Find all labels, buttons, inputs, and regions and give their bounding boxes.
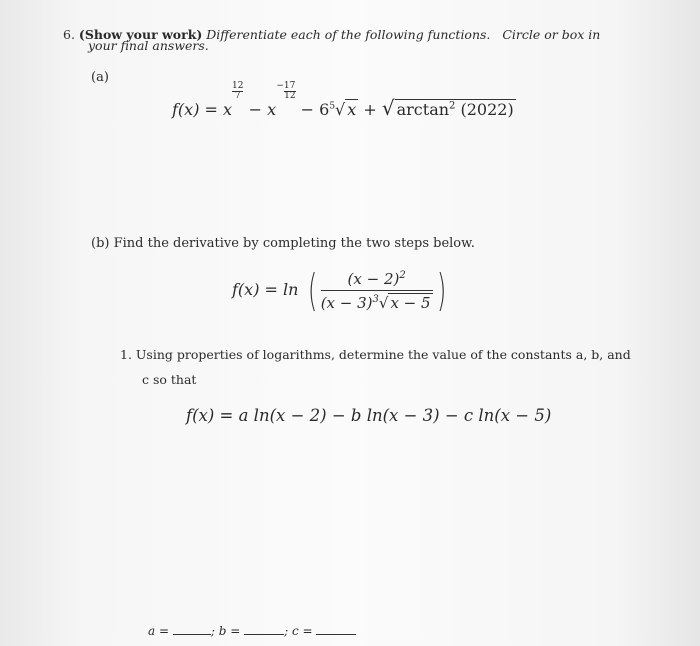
exp2-num: 17 [283, 81, 296, 91]
arctan-expression [395, 99, 516, 119]
log-fraction [321, 270, 433, 312]
problem-number: 6. [63, 27, 75, 42]
part-b-lhs: f(x) = ln [232, 280, 299, 299]
plus-sign: + [358, 100, 382, 119]
c-blank[interactable] [316, 626, 356, 635]
note-line-1: Circle or box in [502, 27, 601, 42]
answer-blanks [148, 624, 356, 638]
exp1-den: 7 [232, 91, 243, 101]
arctan-power: 2 [449, 100, 456, 112]
denominator-root-sign: √ [378, 293, 389, 312]
part-a-label: (a) [91, 70, 109, 85]
big-root-sign: √ [381, 96, 395, 120]
denominator-power: 3 [372, 293, 379, 305]
exp1-num: 12 [232, 81, 244, 91]
fraction-denominator [321, 291, 433, 312]
root-body: x [347, 100, 357, 119]
exponent-1 [232, 82, 243, 101]
exp2-sign: − [276, 81, 284, 91]
numerator-power: 2 [399, 269, 406, 281]
denominator-sqrt: x − 5 [390, 293, 431, 312]
denominator-text: (x − 3) [320, 293, 373, 312]
right-paren: ) [436, 265, 446, 316]
a-label: a = [148, 624, 170, 638]
note-line-2: your final answers. [88, 38, 209, 53]
exp2-den: 12 [284, 91, 296, 101]
root-sign: √ [335, 100, 346, 119]
part-a-equation [172, 81, 516, 120]
left-paren: ( [307, 265, 317, 316]
arctan-arg: (2022) [455, 100, 514, 119]
b-label: ; b = [210, 624, 241, 638]
b-blank[interactable] [244, 626, 284, 635]
numerator-text: (x − 2) [347, 269, 400, 288]
step1-line2: c so that [142, 372, 197, 387]
term3: − 6 [295, 100, 330, 119]
step1-equation: f(x) = a ln(x − 2) − b ln(x − 3) − c ln(x − 5) [186, 406, 552, 425]
part-a-lhs: f(x) = x [172, 100, 233, 119]
part-b-label: (b) Find the derivative by completing the two steps below. [91, 236, 475, 251]
arctan-label: arctan [396, 100, 450, 119]
a-blank[interactable] [173, 626, 211, 635]
step1-line1: 1. Using properties of logarithms, determine the value of the constants a, b, and [120, 347, 631, 362]
exponent-2 [276, 82, 295, 101]
root-index: 5 [329, 101, 336, 112]
instruction-text: Differentiate each of the following functions. [206, 27, 491, 42]
part-b-equation [232, 265, 450, 316]
c-label: ; c = [284, 624, 313, 638]
fraction-numerator [321, 270, 433, 291]
minus-x: − x [243, 100, 277, 119]
show-work-label: (Show your work) [78, 27, 203, 42]
